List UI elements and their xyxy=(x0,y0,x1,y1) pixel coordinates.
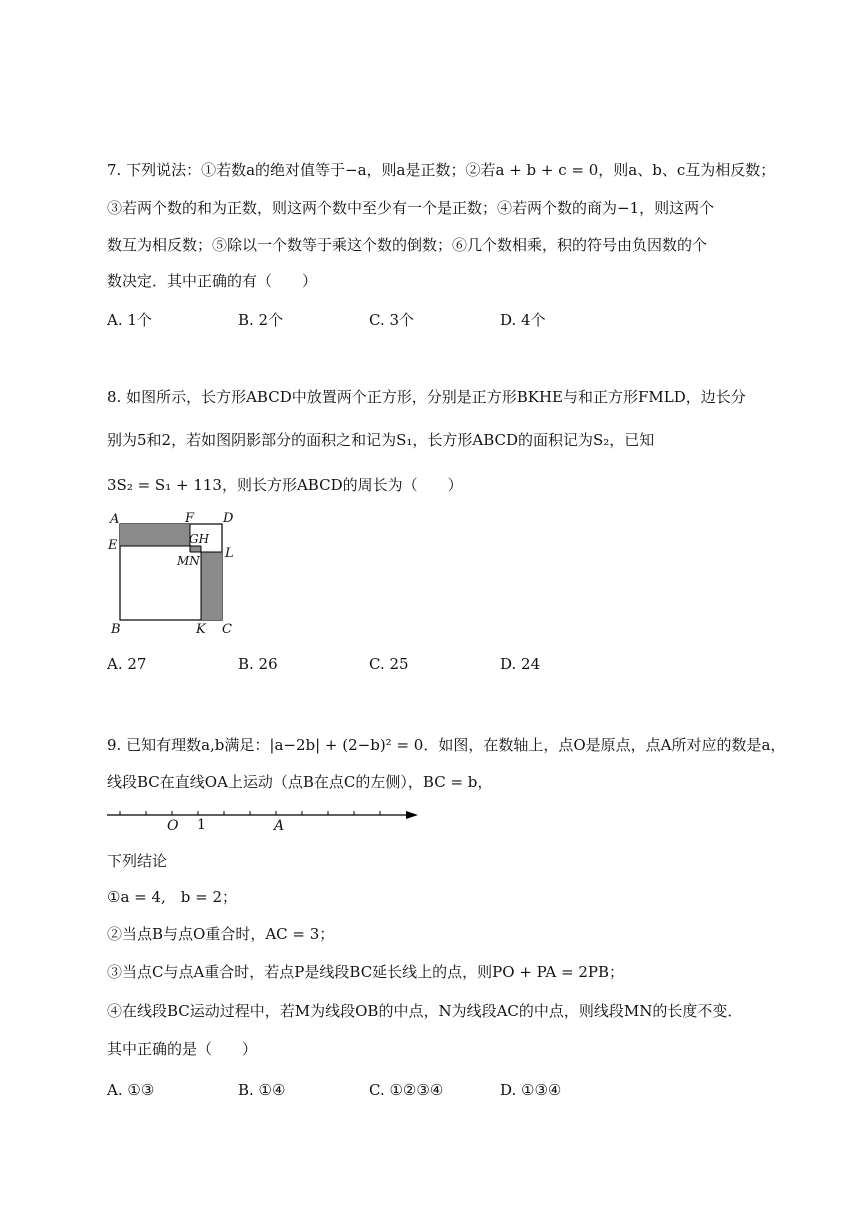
number-line xyxy=(100,803,425,837)
q8-option-b[interactable]: B. 26 xyxy=(238,655,278,673)
shaded-right-strip xyxy=(201,552,222,620)
label-gh: GH xyxy=(189,532,210,546)
q9-option-b[interactable]: B. ①④ xyxy=(238,1081,286,1099)
q9-option-d[interactable]: D. ①③④ xyxy=(500,1081,562,1099)
label-c: C xyxy=(222,622,232,637)
q7-line-3: 数互为相反数；⑤除以一个数等于乘这个数的倒数；⑥几个数相乘，积的符号由负因数的个 xyxy=(107,236,708,254)
q7-option-d[interactable]: D. 4个 xyxy=(500,311,546,329)
q8-option-a[interactable]: A. 27 xyxy=(107,655,147,673)
q7-option-b[interactable]: B. 2个 xyxy=(238,311,284,329)
label-point-a: A xyxy=(274,818,285,834)
q7-line-1: 7. 下列说法：①若数a的绝对值等于−a，则a是正数；②若a + b + c = 0，则a、b、c互为相反数； xyxy=(107,161,776,179)
q7-option-c[interactable]: C. 3个 xyxy=(369,311,415,329)
label-k: K xyxy=(196,622,206,637)
q8-line-3: 3S₂ = S₁ + 113，则长方形ABCD的周长为（ ） xyxy=(107,476,463,494)
label-f: F xyxy=(185,511,195,526)
q9-option-c[interactable]: C. ①②③④ xyxy=(369,1081,444,1099)
rectangle-diagram xyxy=(105,510,245,640)
q9-line-2: 线段BC在直线OA上运动（点B在点C的左侧），BC = b， xyxy=(107,773,493,791)
label-one: 1 xyxy=(197,817,206,833)
label-origin: O xyxy=(167,818,179,834)
q8-option-c[interactable]: C. 25 xyxy=(369,655,409,673)
label-l: L xyxy=(225,546,234,561)
q7-line-4: 数决定．其中正确的有（ ） xyxy=(107,272,318,290)
q9-option-a[interactable]: A. ①③ xyxy=(107,1081,155,1099)
q8-option-d[interactable]: D. 24 xyxy=(500,655,541,673)
shaded-corner xyxy=(190,546,201,552)
rectangle-figure xyxy=(105,510,245,640)
q8-line-1: 8. 如图所示，长方形ABCD中放置两个正方形，分别是正方形BKHE与和正方形FMLD，边长分 xyxy=(107,388,746,406)
q8-line-2: 别为5和2，若如图阴影部分的面积之和记为S₁，长方形ABCD的面积记为S₂，已知 xyxy=(107,431,655,449)
label-b: B xyxy=(111,622,121,637)
q9-line-1: 9. 已知有理数a,b满足：|a−2b| + (2−b)² = 0．如图，在数轴上，点O是原点，点A所对应的数是a， xyxy=(107,736,786,754)
number-line-figure xyxy=(100,803,425,837)
label-mn: MN xyxy=(177,554,200,568)
axis-arrow-icon xyxy=(406,811,418,819)
q9-conclusion-4: ④在线段BC运动过程中，若M为线段OB的中点，N为线段AC的中点，则线段MN的长度不变． xyxy=(107,1002,743,1020)
q9-conclusion-2: ②当点B与点O重合时，AC = 3； xyxy=(107,925,335,943)
q9-conclusions-title: 下列结论 xyxy=(107,852,168,870)
q9-conclusion-3: ③当点C与点A重合时，若点P是线段BC延长线上的点，则PO + PA = 2PB； xyxy=(107,963,624,981)
shaded-top-strip xyxy=(120,524,190,546)
q7-option-a[interactable]: A. 1个 xyxy=(107,311,152,329)
q9-question: 其中正确的是（ ） xyxy=(107,1040,258,1058)
q9-conclusion-1: ①a = 4, b = 2； xyxy=(107,888,238,906)
label-a: A xyxy=(110,512,120,527)
label-d: D xyxy=(223,511,234,526)
q7-line-2: ③若两个数的和为正数，则这两个数中至少有一个是正数；④若两个数的商为−1，则这两个 xyxy=(107,199,715,217)
label-e: E xyxy=(108,538,118,553)
